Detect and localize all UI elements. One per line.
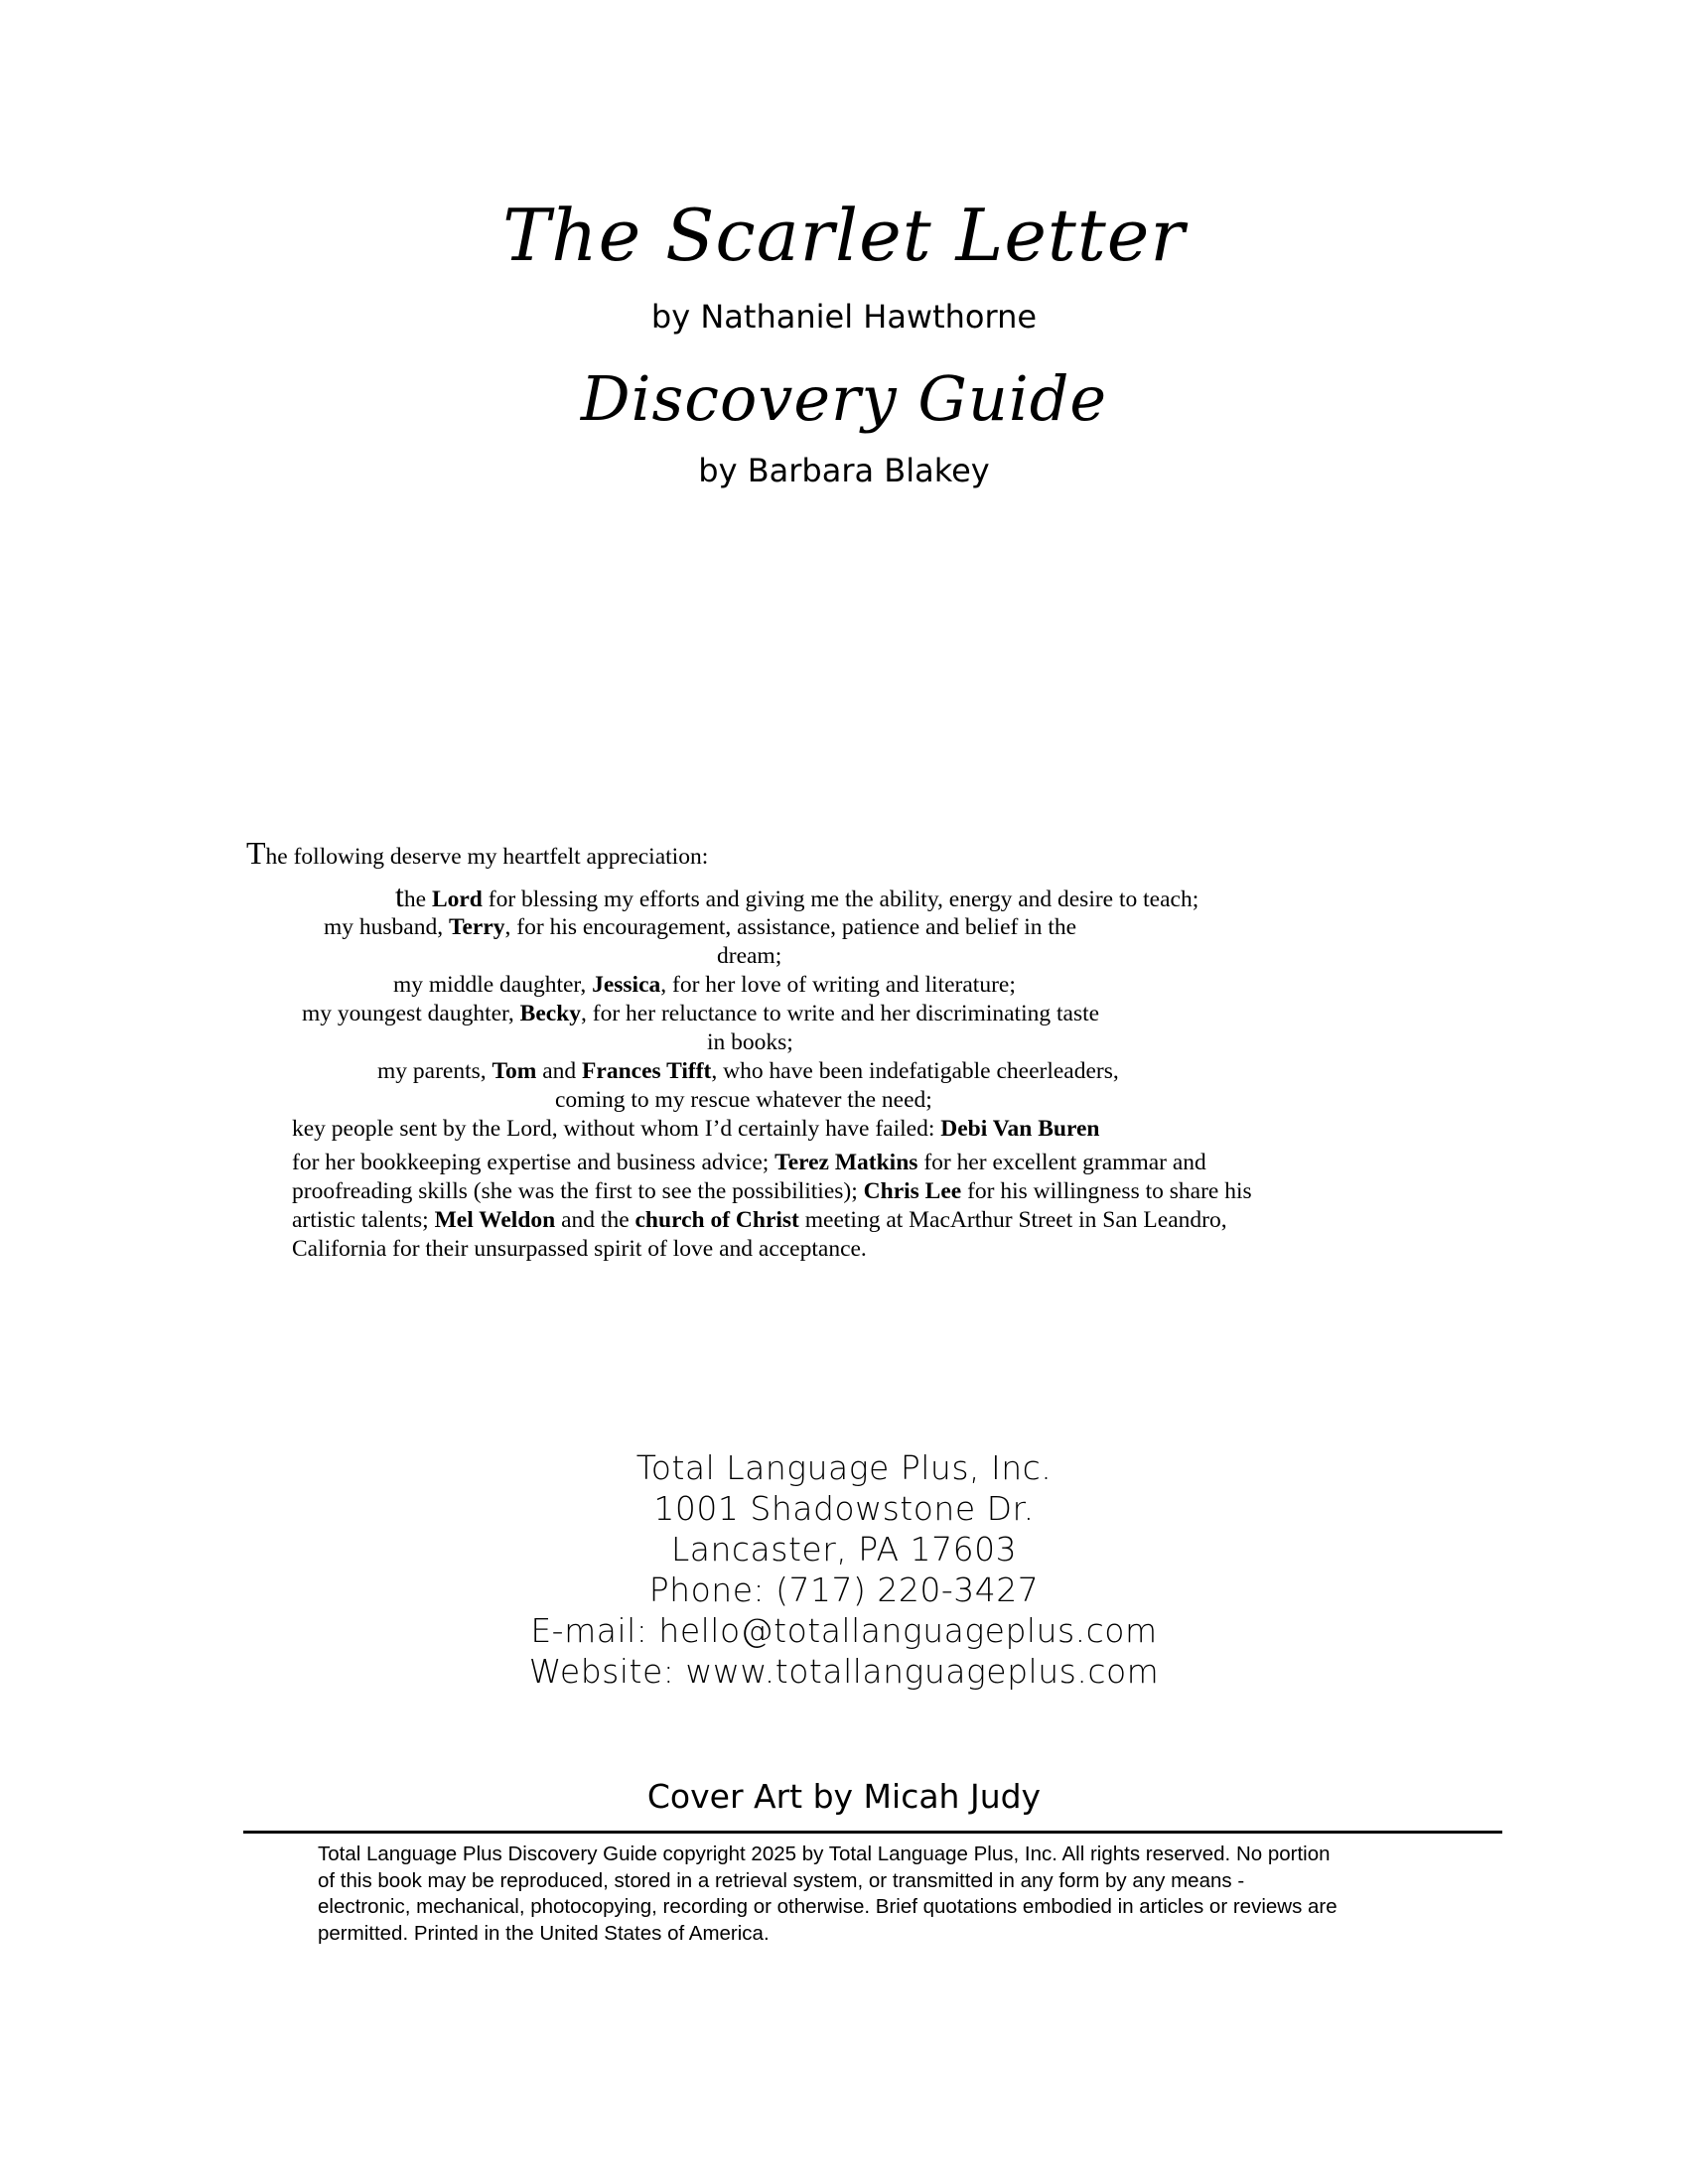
ack-line: my husband, Terry, for his encouragement, assistance, patience and belief in the — [324, 914, 1077, 940]
ack-line: the Lord for blessing my efforts and giving me the ability, energy and desire to teach; — [395, 878, 1199, 913]
copyright-line: permitted. Printed in the United States of America. — [318, 1921, 770, 1945]
guide-title: Discovery Guide — [580, 362, 1108, 435]
city-state-zip: Lancaster, PA 17603 — [670, 1530, 1018, 1569]
ack-line: coming to my rescue whatever the need; — [555, 1087, 932, 1113]
email-address: E-mail: hello@totallanguageplus.com — [530, 1611, 1158, 1650]
phone-number: Phone: (717) 220-3427 — [648, 1570, 1040, 1609]
ack-line: key people sent by the Lord, without whom I’d certainly have failed: Debi Van Buren — [292, 1116, 1100, 1142]
ack-line: artistic talents; Mel Weldon and the church of Christ meeting at MacArthur Street in San Leandro, — [292, 1207, 1227, 1233]
ack-line: my youngest daughter, Becky, for her reluctance to write and her discriminating taste — [302, 1001, 1100, 1026]
copyright-line: electronic, mechanical, photocopying, recording or otherwise. Brief quotations embodied in articles or reviews are — [318, 1895, 1337, 1918]
ack-line: my parents, Tom and Frances Tifft, who have been indefatigable cheerleaders, — [377, 1058, 1119, 1084]
ack-intro: The following deserve my heartfelt appreciation: — [246, 835, 709, 871]
ack-line: for her bookkeeping expertise and business advice; Terez Matkins for her excellent grammar and — [292, 1150, 1206, 1175]
copyright-line: Total Language Plus Discovery Guide copyright 2025 by Total Language Plus, Inc. All rights reserved. No portion — [318, 1843, 1331, 1865]
book-title: The Scarlet Letter — [502, 194, 1186, 277]
ack-line: in books; — [707, 1029, 793, 1055]
copyright-notice — [318, 1842, 1440, 1947]
guide-author: by Barbara Blakey — [698, 452, 990, 489]
street-address: 1001 Shadowstone Dr. — [653, 1489, 1035, 1528]
ack-line: California for their unsurpassed spirit of love and acceptance. — [292, 1236, 867, 1262]
ack-line: my middle daughter, Jessica, for her love of writing and literature; — [393, 972, 1016, 998]
copyright-line: of this book may be reproduced, stored in a retrieval system, or transmitted in any form by any means - — [318, 1868, 1245, 1892]
ack-line: proofreading skills (she was the first to see the possibilities); Chris Lee for his willingness to share his — [292, 1178, 1252, 1204]
company-name: Total Language Plus, Inc. — [635, 1448, 1053, 1487]
divider — [243, 1831, 1502, 1834]
website-address: Website: www.totallanguageplus.com — [528, 1652, 1160, 1691]
book-author: by Nathaniel Hawthorne — [650, 298, 1038, 336]
ack-line: dream; — [717, 943, 782, 969]
cover-art-credit: Cover Art by Micah Judy — [646, 1777, 1042, 1816]
